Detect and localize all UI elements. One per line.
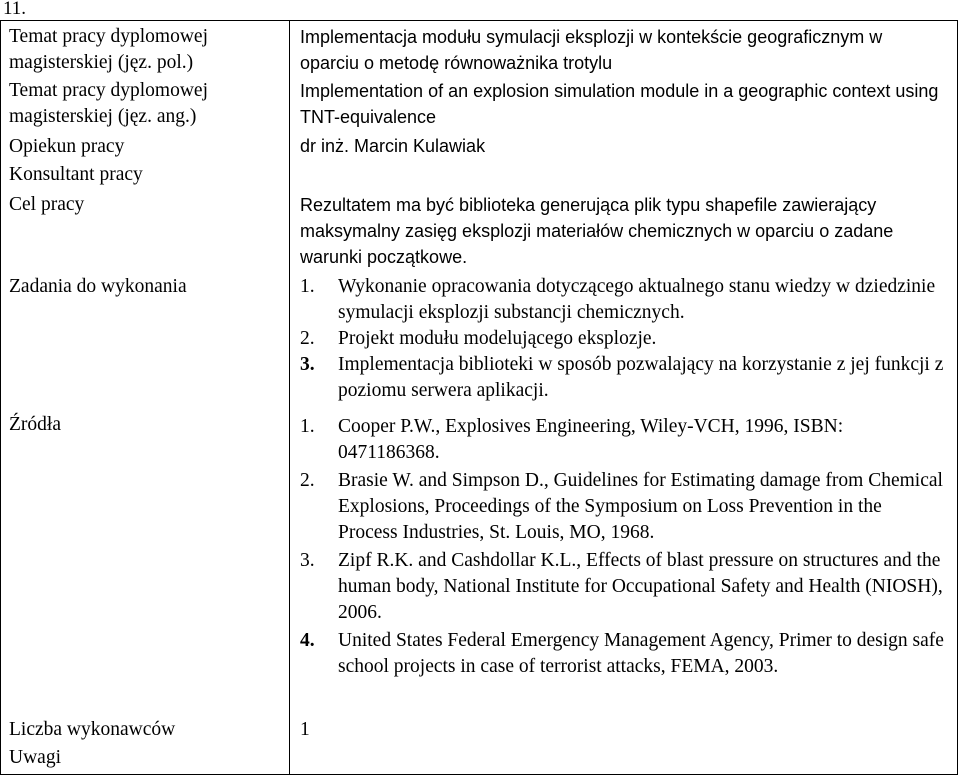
goal-value: Rezultatem ma być biblioteka generująca plik typu shapefile zawierający maksymalny zasięg eksplozji materiałów chemicznych w oparciu o zadane warunki początkowe. bbox=[300, 195, 894, 267]
task-number: 2. bbox=[300, 328, 315, 349]
source-number: 3. bbox=[300, 550, 315, 571]
sources-list bbox=[300, 414, 945, 680]
form-number: 11. bbox=[3, 0, 27, 19]
tasks-label: Zadania do wykonania bbox=[9, 276, 187, 297]
authors-count-label: Liczba wykonawców bbox=[9, 719, 176, 740]
consultant-label: Konsultant pracy bbox=[9, 164, 143, 185]
task-number: 3. bbox=[300, 354, 315, 375]
source-number: 2. bbox=[300, 470, 315, 491]
authors-count-value: 1 bbox=[300, 719, 310, 740]
source-number: 4. bbox=[300, 630, 315, 651]
topic-pl-label: Temat pracy dyplomowej magisterskiej (jęz. pol.) bbox=[9, 26, 208, 73]
source-text: Brasie W. and Simpson D., Guidelines for Estimating damage from Chemical Explosions, Proceedings of the Symposium on Loss Prevention in the Process Industries, St. Louis, MO, 1968. bbox=[338, 470, 943, 543]
task-item bbox=[300, 352, 948, 404]
task-item bbox=[300, 326, 948, 352]
topic-en-label: Temat pracy dyplomowej magisterskiej (jęz. ang.) bbox=[9, 80, 208, 127]
source-text: United States Federal Emergency Management Agency, Primer to design safe school projects in case of terrorist attacks, FEMA, 2003. bbox=[338, 630, 944, 677]
source-text: Zipf R.K. and Cashdollar K.L., Effects of blast pressure on structures and the human body, National Institute for Occupational Safety and Health (NIOSH), 2006. bbox=[338, 550, 943, 623]
sources-label: Źródła bbox=[9, 414, 61, 435]
supervisor-label: Opiekun pracy bbox=[9, 136, 125, 157]
notes-label: Uwagi bbox=[9, 747, 61, 768]
source-number: 1. bbox=[300, 416, 315, 437]
source-item bbox=[300, 414, 945, 466]
task-text: Wykonanie opracowania dotyczącego aktualnego stanu wiedzy w dziedzinie symulacji eksplozji substancji chemicznych. bbox=[338, 276, 936, 323]
goal-label: Cel pracy bbox=[9, 194, 85, 215]
source-item bbox=[300, 628, 945, 680]
source-text: Cooper P.W., Explosives Engineering, Wiley-VCH, 1996, ISBN: 0471186368. bbox=[338, 416, 844, 463]
task-number: 1. bbox=[300, 276, 315, 297]
source-item bbox=[300, 548, 945, 626]
topic-en-value: Implementation of an explosion simulation module in a geographic context using TNT-equivalence bbox=[300, 81, 939, 127]
source-item bbox=[300, 468, 945, 546]
tasks-list bbox=[300, 274, 948, 404]
column-divider bbox=[289, 20, 290, 775]
task-text: Implementacja biblioteki w sposób pozwalający na korzystanie z jej funkcji z poziomu serwera aplikacji. bbox=[338, 354, 944, 401]
task-text: Projekt modułu modelującego eksplozje. bbox=[338, 328, 657, 349]
supervisor-value: dr inż. Marcin Kulawiak bbox=[300, 136, 486, 156]
topic-pl-value: Implementacja modułu symulacji eksplozji w kontekście geograficznym w oparciu o metodę równoważnika trotylu bbox=[300, 27, 883, 73]
task-item bbox=[300, 274, 948, 326]
